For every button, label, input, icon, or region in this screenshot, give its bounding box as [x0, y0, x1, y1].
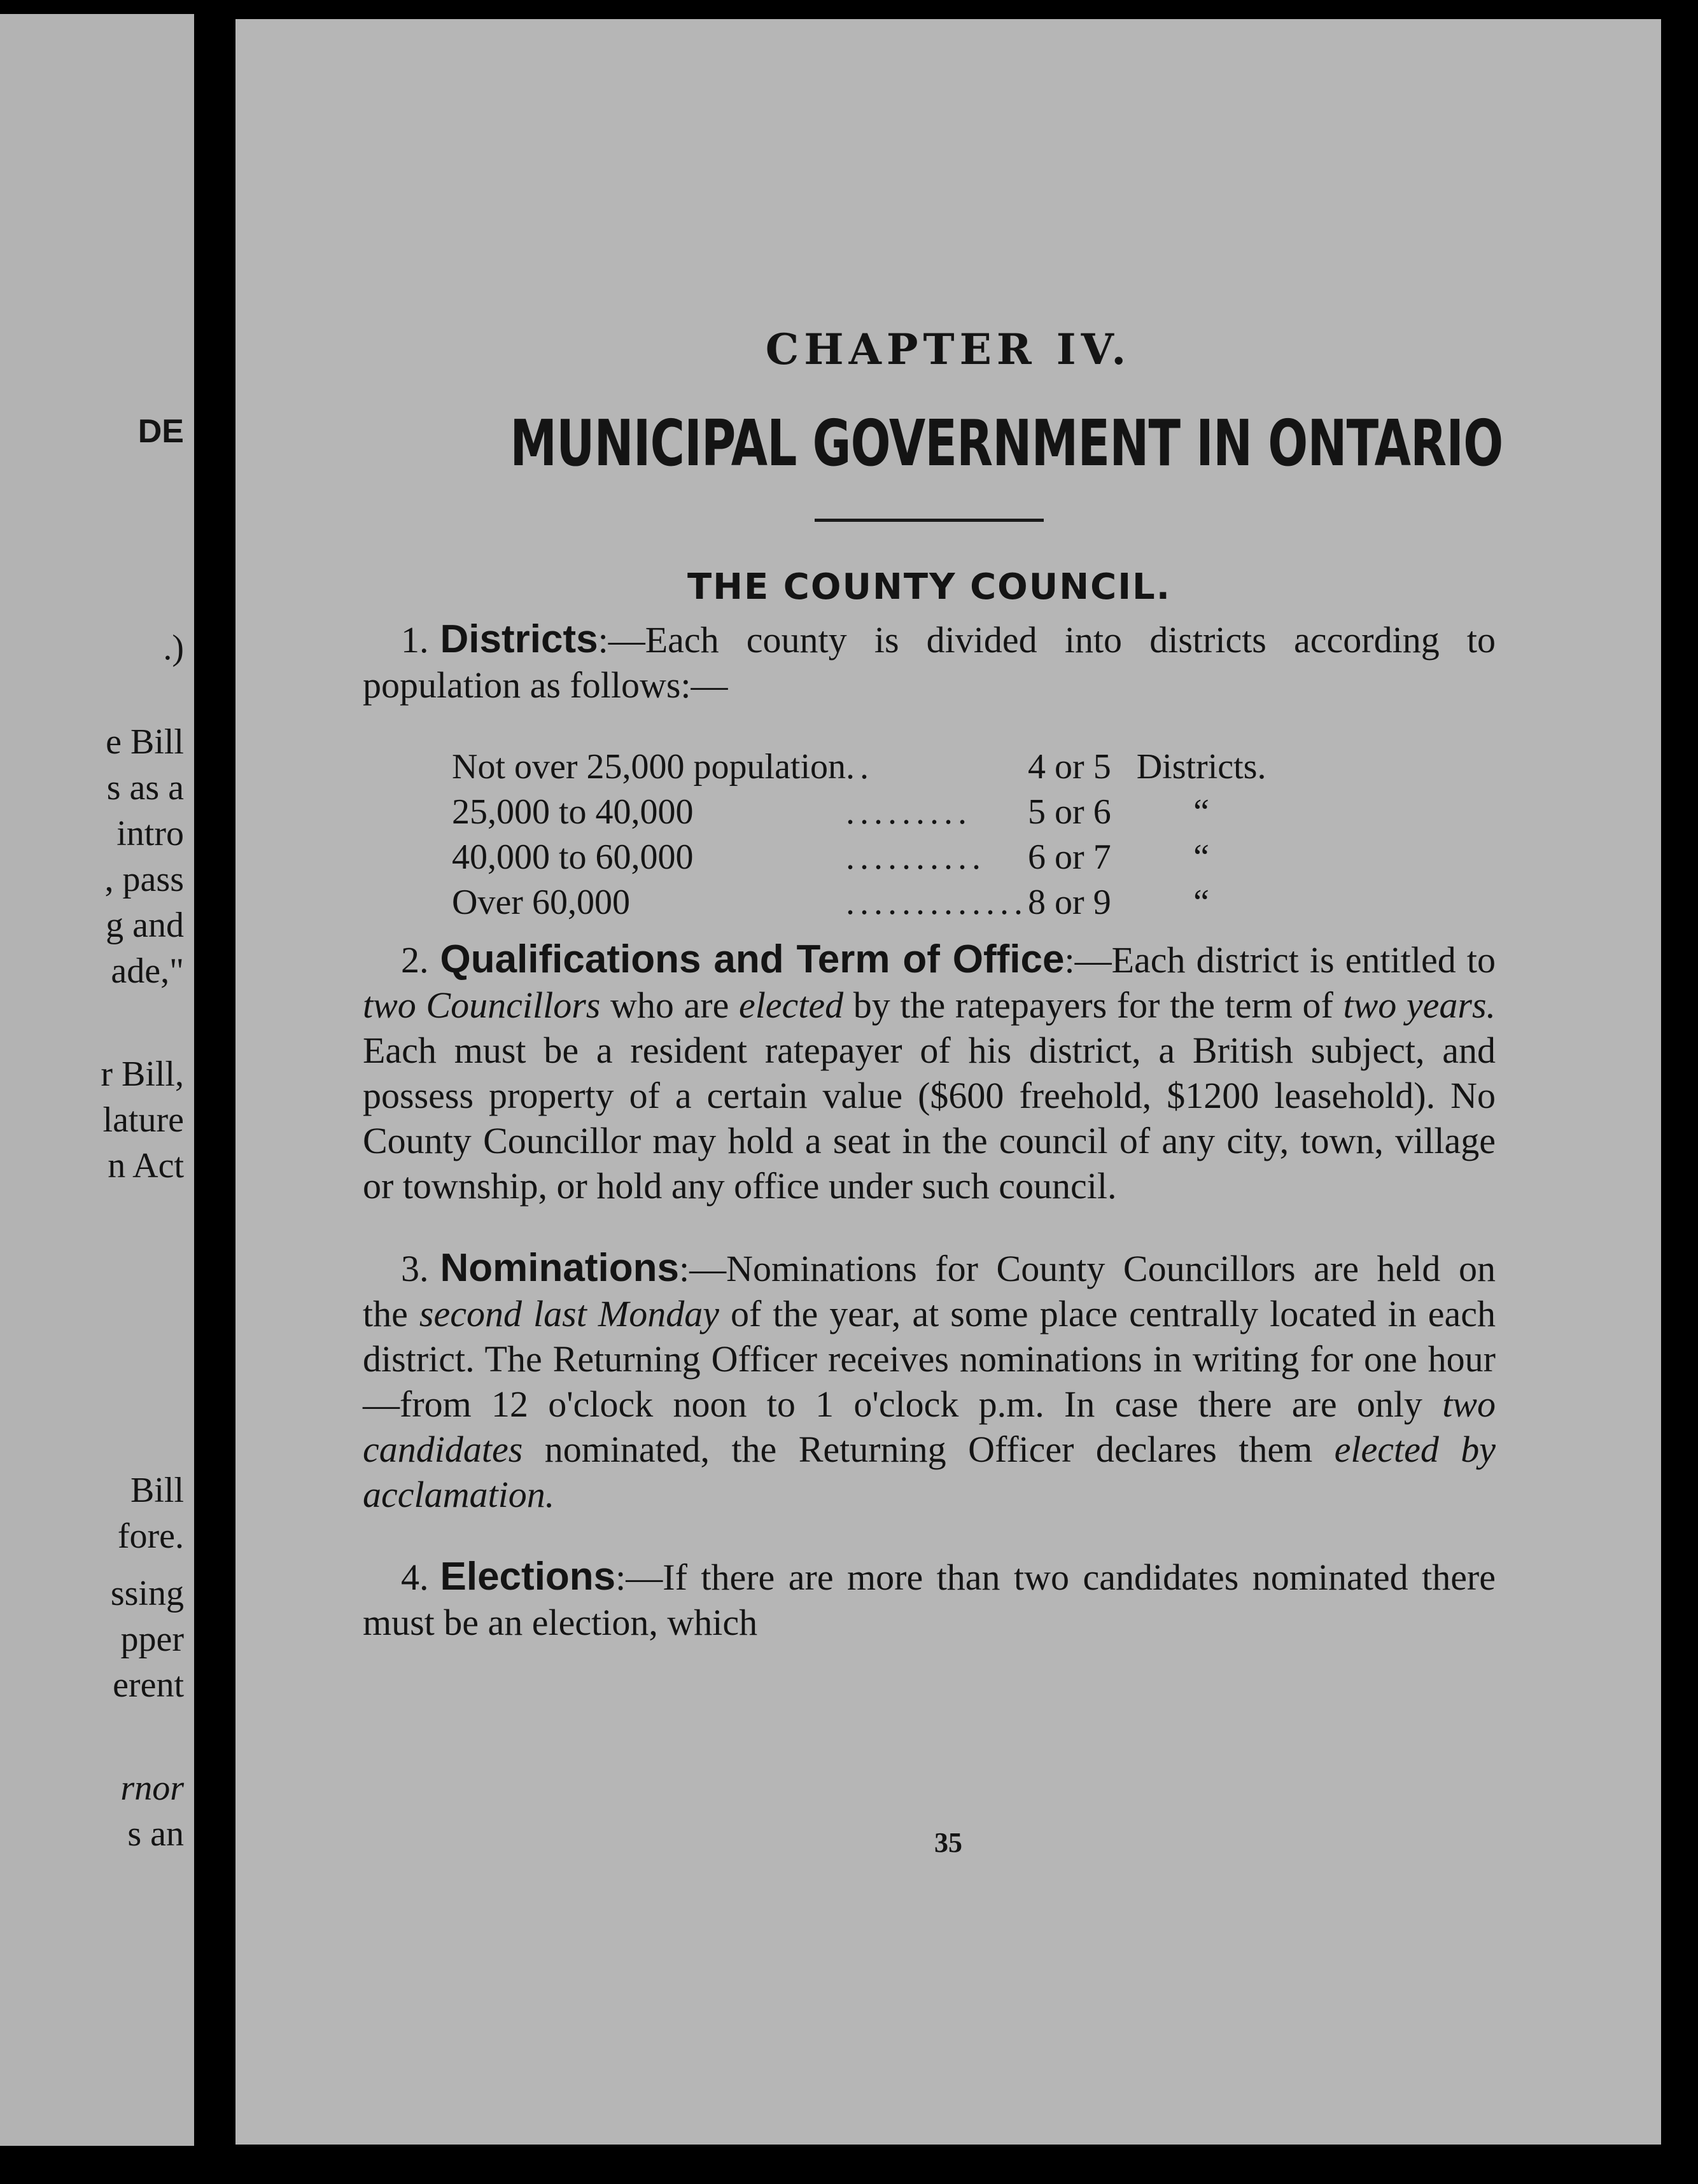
paragraph-qualifications — [363, 937, 1496, 1208]
paragraph-districts — [363, 617, 1496, 708]
paragraph-text: by the ratepayers for the term of — [843, 984, 1344, 1026]
district-range: 40,000 to 60,000 — [452, 837, 694, 877]
district-range: Not over 25,000 population — [452, 747, 846, 787]
paragraph-text: :—Each district is entitled to — [1064, 939, 1496, 981]
left-fragment: .) — [163, 628, 184, 668]
district-unit: “ — [1193, 883, 1210, 922]
district-count: 8 or 9 — [1028, 883, 1111, 922]
left-fragment: , pass — [104, 860, 184, 899]
district-range: 25,000 to 40,000 — [452, 792, 694, 832]
left-fragment: ssing — [110, 1574, 184, 1613]
table-row — [452, 835, 1266, 880]
book-page — [235, 19, 1661, 2145]
paragraph-text: :—Nominations for County Councillors are held on the — [363, 1248, 1496, 1334]
left-fragment: Bill — [130, 1471, 184, 1510]
title-rule — [815, 519, 1044, 522]
paragraph-number: 4. — [401, 1557, 429, 1598]
paragraph-text: Each must be a resident ratepayer of his district, a British subject, and possess property of a certain value ($600 freehold, $1200 leasehold). No County Councillor may hold a seat in the council of any city, town, village or township, or hold any office under such council. — [363, 1030, 1496, 1207]
paragraph-elections — [363, 1554, 1496, 1645]
left-fragment: e Bill — [106, 722, 184, 762]
emphasis-text: two Councillors — [363, 984, 601, 1026]
paragraph-number: 2. — [401, 939, 429, 981]
left-fragment: s an — [127, 1814, 184, 1854]
district-unit: “ — [1193, 837, 1210, 877]
page-number: 35 — [934, 1827, 962, 1858]
paragraph-text: who are — [600, 984, 739, 1026]
emphasis-text: second last Monday — [419, 1293, 719, 1334]
chapter-title: MUNICIPAL GOVERNMENT IN ONTARIO — [510, 406, 1503, 480]
district-unit: “ — [1193, 792, 1210, 832]
section-heading: THE COUNTY COUNCIL. — [687, 566, 1172, 608]
page-content — [363, 325, 1503, 1682]
emphasis-text: two years. — [1343, 984, 1496, 1026]
district-count: 6 or 7 — [1028, 837, 1111, 877]
paragraph-heading: Districts — [440, 617, 598, 661]
leader-dots: .. — [846, 747, 874, 787]
left-fragment: g and — [106, 906, 184, 945]
left-fragment: erent — [113, 1665, 184, 1705]
left-fragment: r Bill, — [101, 1054, 184, 1094]
left-fragment: intro — [116, 814, 184, 853]
left-fragment: n Act — [108, 1146, 184, 1186]
paragraph-text: :—Each county is divided into districts according to population as follows:— — [363, 619, 1496, 706]
left-fragment: pper — [120, 1620, 184, 1659]
chapter-label: CHAPTER IV. — [765, 325, 1132, 374]
paragraph-number: 1. — [401, 619, 429, 661]
paragraph-text: nominated, the Returning Officer declares them — [523, 1429, 1335, 1470]
emphasis-text: two candidates — [363, 1383, 1496, 1470]
paragraph-text: of the year, at some place centrally located in each district. The Returning Officer receives nominations in writing for one hour—from 12 o'clock noon to 1 o'clock p.m. In case there are only — [363, 1293, 1496, 1425]
paragraph-number: 3. — [401, 1248, 429, 1289]
left-fragment: ade," — [111, 951, 184, 991]
leader-dots: ............. — [846, 883, 1028, 922]
table-row — [452, 745, 1266, 790]
paragraph-heading: Elections — [440, 1555, 616, 1599]
leader-dots: .......... — [846, 837, 986, 877]
paragraph-heading: Nominations — [440, 1246, 679, 1290]
emphasis-text: elected — [738, 984, 844, 1026]
district-table — [452, 745, 1266, 925]
leader-dots: ......... — [846, 792, 972, 832]
paragraph-heading: Qualifications and Term of Office — [440, 937, 1065, 981]
left-fragment: lature — [102, 1100, 184, 1140]
district-unit: Districts. — [1136, 747, 1266, 787]
district-count: 5 or 6 — [1028, 792, 1111, 832]
emphasis-text: elected by acclamation. — [363, 1429, 1496, 1515]
left-fragment: rnor — [120, 1768, 184, 1808]
district-range: Over 60,000 — [452, 883, 630, 922]
table-row — [452, 790, 1266, 835]
paragraph-nominations — [363, 1245, 1496, 1517]
table-row — [452, 880, 1266, 925]
left-fragment: DE — [137, 413, 184, 450]
left-fragment: s as a — [106, 768, 184, 808]
district-count: 4 or 5 — [1028, 747, 1111, 787]
left-page-fragment — [0, 14, 194, 2146]
paragraph-text: :—If there are more than two candidates nominated there must be an election, which — [363, 1557, 1496, 1643]
left-fragment: fore. — [117, 1516, 184, 1556]
